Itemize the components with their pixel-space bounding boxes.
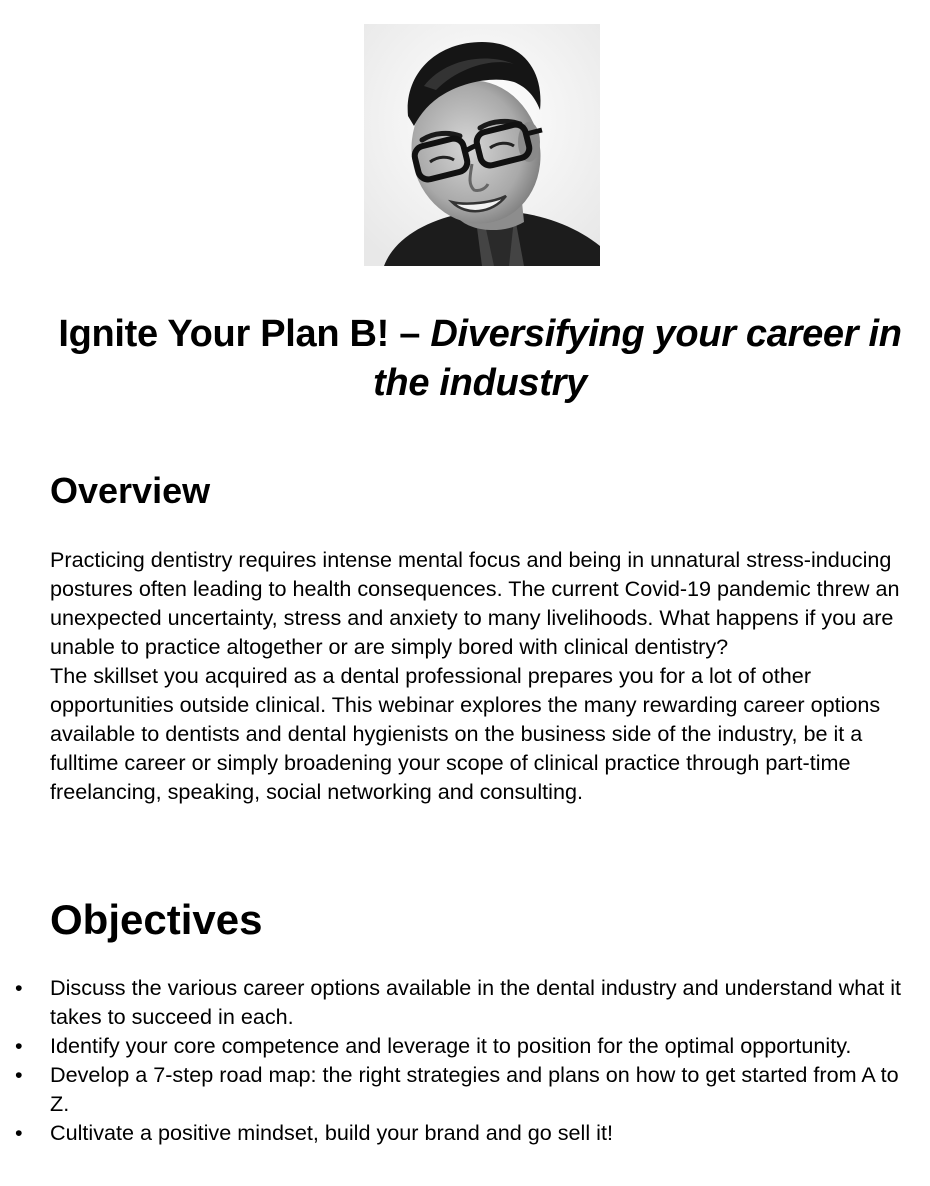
objectives-heading: Objectives: [50, 896, 263, 943]
objective-item: [15, 1118, 910, 1147]
objective-text: Discuss the various career options available in the dental industry and understand what it takes to succeed in each.: [50, 975, 902, 1029]
bullet-icon: •: [15, 1033, 23, 1058]
overview-heading: Overview: [50, 470, 211, 511]
objective-item: [15, 973, 910, 1031]
page-title: [30, 310, 930, 408]
speaker-photo: [364, 24, 600, 266]
objective-text: Cultivate a positive mindset, build your brand and go sell it!: [50, 1120, 613, 1145]
objectives-list: [15, 973, 910, 1147]
objective-item: [15, 1060, 910, 1118]
objective-item: [15, 1031, 910, 1060]
overview-body: [50, 545, 910, 806]
objective-text: Develop a 7-step road map: the right strategies and plans on how to get started from A to Z.: [50, 1062, 899, 1116]
speaker-portrait-image: [364, 24, 600, 266]
bullet-icon: •: [15, 975, 23, 1000]
bullet-icon: •: [15, 1062, 23, 1087]
objective-text: Identify your core competence and leverage it to position for the optimal opportunity.: [50, 1033, 852, 1058]
overview-paragraph: The skillset you acquired as a dental professional prepares you for a lot of other opportunities outside clinical. This webinar explores the many rewarding career options available to dentists and dental hygienists on the business side of the industry, be it a fulltime career or simply broadening your scope of clinical practice through part-time freelancing, speaking, social networking and consulting.: [50, 663, 881, 804]
overview-paragraph: Practicing dentistry requires intense mental focus and being in unnatural stress-inducing postures often leading to health consequences. The current Covid-19 pandemic threw an unexpected uncertainty, stress and anxiety to many livelihoods. What happens if you are unable to practice altogether or are simply bored with clinical dentistry?: [50, 547, 900, 659]
bullet-icon: •: [15, 1120, 23, 1145]
title-plain: Ignite Your Plan B! –: [58, 313, 431, 355]
title-italic: Diversifying your career in the industry: [373, 313, 902, 404]
